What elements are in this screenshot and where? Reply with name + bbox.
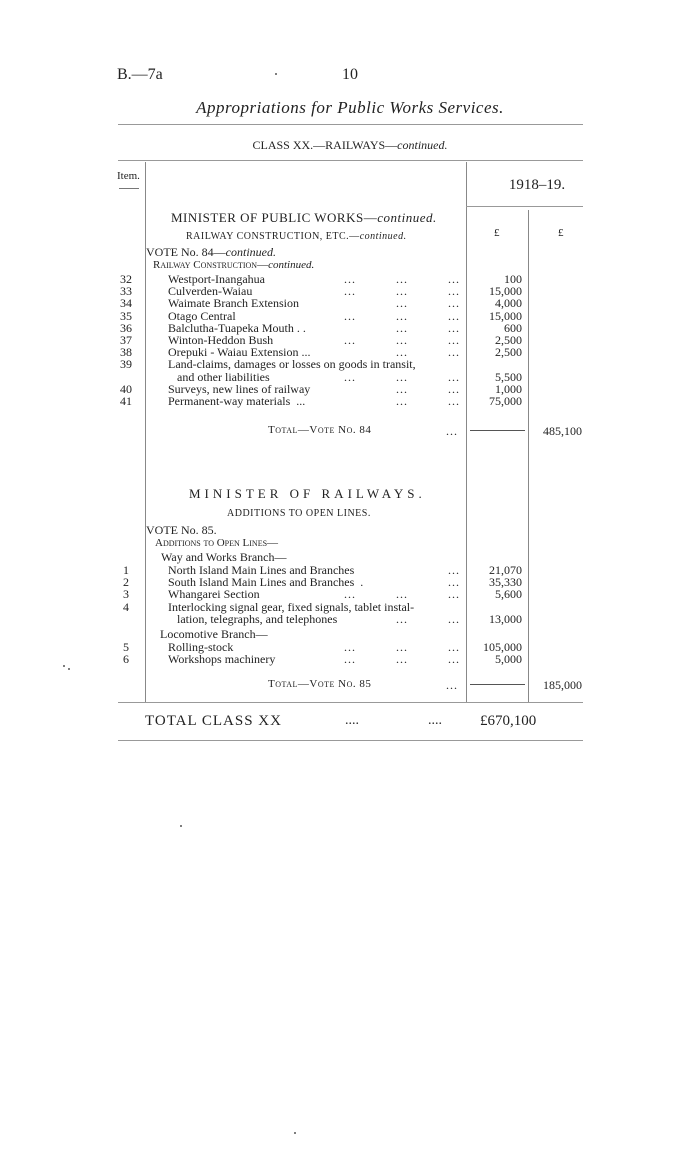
item-leader-dots: ... ... ... (344, 652, 460, 667)
minister-heading-railways: MINISTER OF RAILWAYS. (189, 486, 426, 501)
item-leader-dots: ... ... ... (344, 272, 460, 286)
vote-heading-85: VOTE No. 85. (146, 523, 217, 537)
scan-speck (68, 668, 70, 670)
vote-85-total-dots: ... (446, 678, 458, 692)
item-amount: 4,000 (495, 296, 522, 311)
item-amount: 5,600 (495, 587, 522, 602)
item-number: 40 (120, 381, 132, 396)
item-header-underline (119, 188, 139, 189)
way-and-works-branch: Way and Works Branch— (161, 550, 287, 564)
header-rule (118, 124, 583, 125)
item-description: Land-claims, damages or losses on goods in transit, (168, 357, 416, 372)
item-description: Waimate Branch Extension (168, 296, 299, 311)
item-amount: 35,330 (489, 575, 522, 590)
item-amount: 5,500 (495, 369, 522, 384)
item-amount: 15,000 (489, 308, 522, 323)
item-leader-dots: ... ... ... (344, 640, 460, 654)
item-leader-dots: ... (448, 575, 460, 590)
item-leader-dots: ... ... ... (344, 369, 460, 384)
subhead-main: Railway Construction— (153, 259, 269, 271)
class-title-suffix: continued. (397, 138, 448, 152)
item-description: Workshops machinery (168, 652, 276, 667)
minister-heading-main: MINISTER OF PUBLIC WORKS— (171, 210, 378, 225)
item-description: Permanent-way materials ... (168, 394, 306, 408)
item-leader-dots: ... ... ... (344, 308, 460, 323)
item-amount: 2,500 (495, 345, 522, 360)
subtotal-column-rule (528, 210, 529, 702)
vote-85-total-label: Total—Vote No. 85 (268, 678, 372, 690)
locomotive-branch: Locomotive Branch— (160, 627, 268, 641)
grand-total-dots-1: .... (345, 713, 359, 728)
vote-heading-84 (146, 245, 276, 260)
item-leader-dots: ... ... ... (344, 284, 460, 299)
item-column-header: Item. (117, 170, 140, 182)
subtotal-rule-84 (470, 430, 525, 431)
class-title-main: CLASS XX.—RAILWAYS— (252, 138, 398, 152)
item-number: 3 (123, 587, 129, 602)
item-description: Otago Central (168, 308, 236, 323)
item-description: Culverden-Waiau (168, 284, 253, 299)
subhead-suffix: continued. (268, 259, 315, 271)
scan-speck (180, 825, 182, 827)
vote-84-total-amount: 485,100 (543, 424, 582, 438)
subheading-main: RAILWAY CONSTRUCTION, ETC.— (186, 231, 360, 242)
item-number: 39 (120, 357, 132, 372)
item-description: South Island Main Lines and Branches . (168, 575, 364, 590)
item-amount: 13,000 (489, 611, 522, 626)
item-leader-dots: ... ... (396, 345, 460, 360)
scan-speck (275, 73, 277, 75)
item-description: Balclutha-Tuapeka Mouth . . (168, 320, 306, 335)
year-column-header: 1918–19. (508, 177, 566, 193)
subheading-suffix: continued. (359, 231, 407, 242)
item-leader-dots: ... ... ... (344, 587, 460, 602)
vote-84-total-dots: ... (446, 424, 458, 438)
item-description: Interlocking signal gear, fixed signals, tablet instal- (168, 599, 415, 614)
item-number: 32 (120, 272, 132, 286)
footer-rule (118, 740, 583, 741)
item-leader-dots: ... ... (396, 381, 460, 396)
item-description: Orepuki - Waiau Extension ... (168, 345, 311, 360)
item-amount: 100 (504, 272, 522, 286)
item-amount: 2,500 (495, 333, 522, 347)
item-leader-dots: ... ... (396, 394, 460, 408)
item-amount: 15,000 (489, 284, 522, 299)
minister-heading-suffix: continued. (377, 210, 437, 225)
item-leader-dots: ... ... (396, 611, 460, 626)
item-description: Winton-Heddon Bush (168, 333, 274, 347)
item-description: and other liabilities (168, 369, 270, 384)
vote-85-total-amount: 185,000 (543, 678, 582, 692)
item-number: 38 (120, 345, 132, 360)
item-number: 37 (120, 333, 132, 347)
item-leader-dots: ... ... ... (344, 333, 460, 347)
item-amount: 600 (504, 320, 522, 335)
table-bottom-rule (118, 702, 583, 703)
item-number: 33 (120, 284, 132, 299)
item-number: 5 (123, 640, 129, 654)
item-description: Surveys, new lines of railway (168, 381, 311, 396)
item-description: Westport-Inangahua (168, 272, 265, 286)
currency-symbol-items: £ (494, 227, 500, 239)
minister-heading-public-works (171, 210, 437, 226)
item-number: 4 (123, 599, 129, 614)
item-number: 1 (123, 563, 129, 577)
item-leader-dots: ... ... (396, 320, 460, 335)
item-description: North Island Main Lines and Branches (168, 563, 355, 577)
item-amount: 21,070 (489, 563, 522, 577)
class-title (0, 138, 700, 153)
subheading-additions: ADDITIONS TO OPEN LINES. (227, 508, 371, 519)
scan-speck (63, 665, 65, 667)
item-leader-dots: ... ... (396, 296, 460, 311)
item-column-rule (145, 162, 146, 702)
subheading-railway-construction (186, 231, 407, 242)
additions-subhead: Additions to Open Lines— (155, 537, 279, 549)
item-amount: 75,000 (489, 394, 522, 408)
item-amount: 1,000 (495, 381, 522, 396)
item-number: 2 (123, 575, 129, 590)
year-header-rule (466, 206, 583, 207)
vote-heading-main: VOTE No. 84— (146, 245, 226, 259)
item-amount: 5,000 (495, 652, 522, 667)
page-number: 10 (342, 66, 358, 83)
grand-total-amount: £670,100 (480, 713, 537, 729)
table-top-rule (118, 160, 583, 161)
subtotal-rule-85 (470, 684, 525, 685)
grand-total-dots-2: .... (428, 713, 442, 728)
page-title: Appropriations for Public Works Services. (196, 98, 504, 117)
item-amount: 105,000 (483, 640, 522, 654)
item-number: 35 (120, 308, 132, 323)
item-description: Rolling-stock (168, 640, 234, 654)
amount-column-rule (466, 162, 467, 702)
item-description: Whangarei Section (168, 587, 260, 602)
scan-speck (294, 1132, 296, 1134)
vote-heading-suffix: continued. (225, 245, 276, 259)
item-number: 34 (120, 296, 132, 311)
document-reference: B.—7a (117, 66, 163, 83)
item-number: 6 (123, 652, 129, 667)
vote-84-total-label: Total—Vote No. 84 (268, 424, 372, 436)
grand-total-label: TOTAL CLASS XX (145, 713, 282, 729)
item-number: 36 (120, 320, 132, 335)
item-number: 41 (120, 394, 132, 408)
railway-construction-subhead (153, 259, 314, 271)
currency-symbol-totals: £ (558, 227, 564, 239)
item-description: lation, telegraphs, and telephones (168, 611, 338, 626)
item-leader-dots: ... (448, 563, 460, 577)
